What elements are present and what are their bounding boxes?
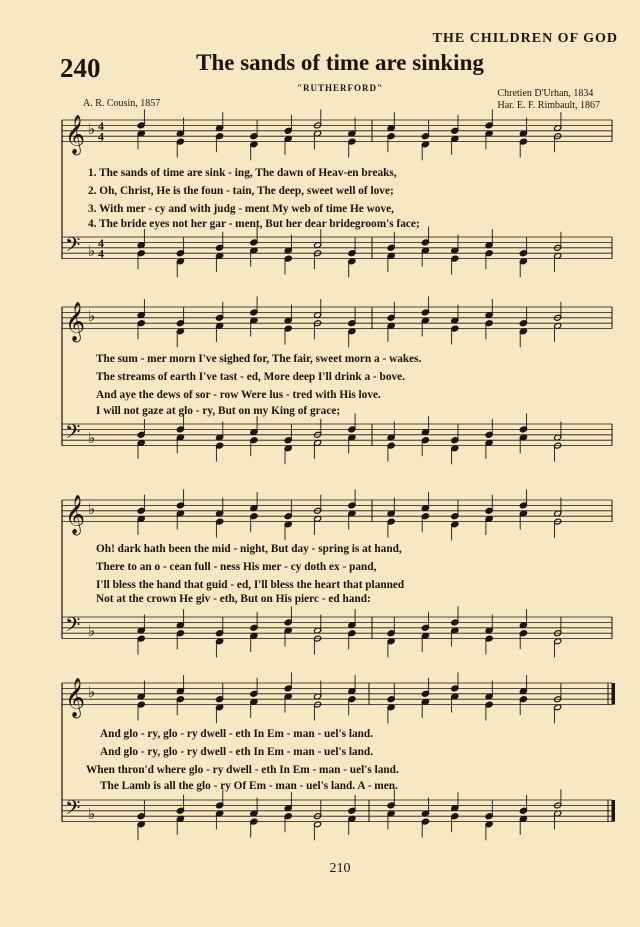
bass-clef-icon: 𝄢 bbox=[65, 420, 81, 449]
final-barline bbox=[612, 683, 615, 705]
treble-clef-icon: 𝄞 bbox=[65, 677, 86, 718]
music-system-1 bbox=[0, 110, 640, 290]
flat-sign-icon: ♭ bbox=[88, 429, 96, 448]
flat-sign-icon: ♭ bbox=[88, 682, 96, 701]
hymn-title: The sands of time are sinking bbox=[196, 50, 484, 75]
four-four-time-icon: 4 bbox=[98, 118, 104, 133]
lyric-line: When thron'd where glo - ry dwell - eth In Em - man - uel's land. bbox=[86, 764, 399, 776]
lyric-line: I will not gaze at glo - ry, But on my King of grace; bbox=[96, 405, 341, 417]
music-score bbox=[62, 489, 612, 657]
lyric-line: I'll bless the hand that guid - ed, I'll bless the heart that planned bbox=[96, 579, 405, 591]
lyric-line: The streams of earth I've tast - ed, More deep I'll drink a - bove. bbox=[96, 371, 405, 383]
lyric-line: 4. The bride eyes not her gar - ment, But her dear bridegroom's face; bbox=[88, 218, 420, 230]
flat-sign-icon: ♭ bbox=[88, 306, 96, 325]
author-credit: A. R. Cousin, 1857 bbox=[83, 98, 161, 109]
hymn-number: 240 bbox=[60, 53, 101, 83]
flat-sign-icon: ♭ bbox=[88, 805, 96, 824]
bass-clef-icon: 𝄢 bbox=[65, 613, 81, 642]
flat-sign-icon: ♭ bbox=[88, 499, 96, 518]
composer-line-2: Har. E. F. Rimbault, 1867 bbox=[497, 100, 600, 111]
lyric-line: Not at the crown He giv - eth, But on His pierc - ed hand: bbox=[96, 593, 371, 605]
composer-line-1: Chretien D'Urhan, 1834 bbox=[497, 88, 594, 99]
lyric-line: 1. The sands of time are sink - ing, The dawn of Heav-en breaks, bbox=[88, 167, 397, 179]
music-system-2 bbox=[0, 297, 640, 477]
lyric-line: Oh! dark hath been the mid - night, But day - spring is at hand, bbox=[96, 543, 402, 555]
lyric-line: 2. Oh, Christ, He is the foun - tain, The deep, sweet well of love; bbox=[88, 185, 394, 197]
bass-clef-icon: 𝄢 bbox=[65, 233, 81, 262]
page-number: 210 bbox=[329, 861, 351, 876]
treble-clef-icon: 𝄞 bbox=[65, 494, 86, 535]
four-four-time-icon: 4 bbox=[98, 246, 104, 261]
four-four-time-icon: 4 bbox=[98, 129, 104, 144]
lyric-line: 3. With mer - cy and with judg - ment My web of time He wove, bbox=[88, 203, 394, 215]
lyric-line: And glo - ry, glo - ry dwell - eth In Em - man - uel's land. bbox=[100, 728, 374, 740]
music-system-4 bbox=[0, 673, 640, 853]
lyric-line: And glo - ry, glo - ry dwell - eth In Em - man - uel's land. bbox=[100, 746, 374, 758]
bass-clef-icon: 𝄢 bbox=[65, 796, 81, 825]
composer-credit bbox=[497, 88, 600, 112]
flat-sign-icon: ♭ bbox=[88, 119, 96, 138]
final-barline bbox=[612, 800, 615, 822]
lyric-line: And aye the dews of sor - row Were lus - tred with His love. bbox=[96, 389, 381, 401]
treble-clef-icon: 𝄞 bbox=[65, 114, 86, 155]
section-title: THE CHILDREN OF GOD bbox=[432, 31, 618, 46]
lyric-line: The Lamb is all the glo - ry Of Em - man - uel's land. A - men. bbox=[100, 780, 398, 792]
treble-clef-icon: 𝄞 bbox=[65, 301, 86, 342]
four-four-time-icon: 4 bbox=[98, 235, 104, 250]
flat-sign-icon: ♭ bbox=[88, 242, 96, 261]
tune-name: "RUTHERFORD" bbox=[297, 83, 383, 93]
lyric-line: There to an o - cean full - ness His mer - cy doth ex - pand, bbox=[96, 561, 377, 573]
lyric-line: The sum - mer morn I've sighed for, The fair, sweet morn a - wakes. bbox=[96, 353, 422, 365]
flat-sign-icon: ♭ bbox=[88, 622, 96, 641]
